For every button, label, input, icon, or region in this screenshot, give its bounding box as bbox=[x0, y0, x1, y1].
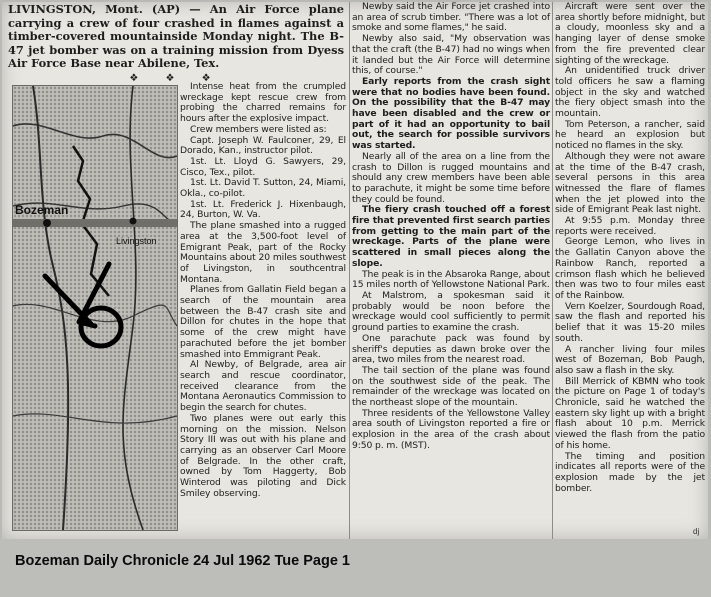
map-photo bbox=[12, 85, 178, 531]
caption-bar bbox=[0, 539, 711, 597]
paragraph: Capt. Joseph W. Faulconer, 29, El Dorado, Kan., instructor pilot. bbox=[180, 134, 346, 157]
paragraph: Al Newby, of Belgrade, area air search and rescue coordinator, received clearance from the Montana Aeronautics Commission to begin the search for chutes. bbox=[180, 359, 346, 414]
map-label-livingston: Livingston bbox=[116, 236, 157, 246]
paragraph: 1st. Lt. Frederick J. Hixenbaugh, 24, Burton, W. Va. bbox=[180, 198, 346, 221]
article-column-2 bbox=[352, 2, 550, 452]
paragraph: Newby also said, "My observation was that the craft (the B-47) had no wings when it landed but the Air Force will determine this, of course." bbox=[352, 33, 550, 77]
bozeman-marker bbox=[43, 219, 51, 227]
paragraph: Planes from Gallatin Field began a search of the mountain area between the B-47 crash site and Dillon for chutes in the hope that some of the crew might have parachuted before the jet bomber smashed into Emmigrant Peak. bbox=[180, 284, 346, 360]
paragraph: The peak is in the Absaroka Range, about 15 miles north of Yellowstone National Park. bbox=[352, 268, 550, 291]
article-lead: LIVINGSTON, Mont. (AP) — An Air Force plane carrying a crew of four crashed in flames against a timber-covered mountainside Monday night. The B-47 jet bomber was on a training mission from Dyess Air Force Base near Abilene, Tex. bbox=[8, 2, 344, 71]
paragraph: Newby said the Air Force jet crashed into an area of scrub timber. "There was a lot of smoke and some flames," he said. bbox=[352, 1, 550, 34]
paragraph: 1st. Lt. Lloyd G. Sawyers, 29, Cisco, Tex., pilot. bbox=[180, 155, 346, 178]
newspaper-clipping bbox=[2, 2, 708, 539]
map-label-bozeman: Bozeman bbox=[15, 203, 69, 217]
author-initials: dj bbox=[693, 527, 700, 536]
paragraph: Nearly all of the area on a line from the crash to Dillon is rugged mountains and should any crew members have been able to parachute, it might be some time before they could be found. bbox=[352, 150, 550, 205]
paragraph: Aircraft were sent over the area shortly before midnight, but a cloudy, moonless sky and a hanging layer of dense smoke from the fire prevented clear sighting of the wreckage. bbox=[555, 1, 705, 66]
section-separator: ❖ ❖ ❖ bbox=[129, 72, 223, 84]
paragraph: At Malstrom, a spokesman said it probably would be noon before the wreckage would cool sufficiently to permit ground parties to examine the crash. bbox=[352, 289, 550, 334]
column-rule bbox=[349, 2, 350, 539]
caption-text: Bozeman Daily Chronicle 24 Jul 1962 Tue Page 1 bbox=[15, 553, 350, 569]
paragraph: The plane smashed into a rugged area at the 3,500-foot level of Emigrant Peak, part of the Rocky Mountains about 20 miles southwest of Livingston, in southcentral Montana. bbox=[180, 220, 346, 285]
column-rule bbox=[552, 2, 553, 539]
paragraph: A rancher living four miles west of Bozeman, Bob Paugh, also saw a flash in the sky. bbox=[555, 343, 705, 376]
article-column-3 bbox=[555, 2, 705, 494]
paragraph: An unidentified truck driver told officers he saw a flaming object in the sky and watched the fiery object smash into the mountain. bbox=[555, 65, 705, 120]
paragraph: George Lemon, who lives in the Gallatin Canyon above the Rainbow Ranch, reported a crimson flash which he believed then was two to four miles east of the Rainbow. bbox=[555, 236, 705, 301]
paragraph: Tom Peterson, a rancher, said he heard an explosion but noticed no flames in the sky. bbox=[555, 118, 705, 152]
article-column-1-text bbox=[180, 82, 346, 499]
paragraph: 1st. Lt. David T. Sutton, 24, Miami, Okla., co-pilot. bbox=[180, 177, 346, 200]
article-column-1 bbox=[6, 2, 346, 499]
map-drawing bbox=[13, 86, 177, 530]
paragraph: One parachute pack was found by sheriff's deputies as dawn broke over the area, two miles from the nearest road. bbox=[352, 332, 550, 366]
paragraph: Two planes were out early this morning on the mission. Nelson Story III was out with his plane and carrying as an observer Carl Moore of Belgrade. In the other craft, owned by Tom Haggerty, Bob Winterod was piloting and Dick Smiley observing. bbox=[180, 412, 346, 499]
paragraph: Crew members were listed as: bbox=[190, 123, 327, 135]
paragraph: Three residents of the Yellowstone Valley area south of Livingston reported a fire or explosion in the area of the crash about 9:50 p. m. (MST). bbox=[352, 407, 550, 451]
paragraph: Intense heat from the crumpled wreckage kept rescue crew from probing the charred remains for hours after the explosive impact. bbox=[180, 81, 346, 125]
paragraph: The timing and position indicates all reports were of the explosion made by the jet bomber. bbox=[555, 450, 705, 494]
paragraph-emphasized: The fiery crash touched off a forest fire that prevented first search parties from getting to the main part of the wreckage. Parts of the plane were scattered in small pieces along the slope. bbox=[352, 204, 550, 269]
livingston-marker bbox=[130, 218, 137, 225]
paragraph: Bill Merrick of KBMN who took the picture on Page 1 of today's Chronicle, said he watched the eastern sky light up with a bright flash about 10 p.m. Merrick viewed the flash from the patio of his home. bbox=[555, 375, 705, 451]
paragraph: Although they were not aware at the time of the B-47 crash, several persons in this area witnessed the flare of flames when the jet plowed into the side of Emigrant Peak last night. bbox=[555, 150, 705, 216]
paragraph-emphasized: Early reports from the crash sight were that no bodies have been found. On the possibility that the B-47 may have been disabled and the crew or part of it had an opportunity to bail out, the search for possible survivors was started. bbox=[352, 75, 550, 152]
paragraph: Vern Koelzer, Sourdough Road, saw the flash and reported his belief that it was 15-20 miles south. bbox=[555, 300, 705, 344]
paragraph: The tail section of the plane was found on the southwest side of the peak. The remainder of the wreckage was located on the northeast slope of the mountain. bbox=[352, 364, 550, 409]
paragraph: At 9:55 p.m. Monday three reports were received. bbox=[555, 215, 705, 237]
